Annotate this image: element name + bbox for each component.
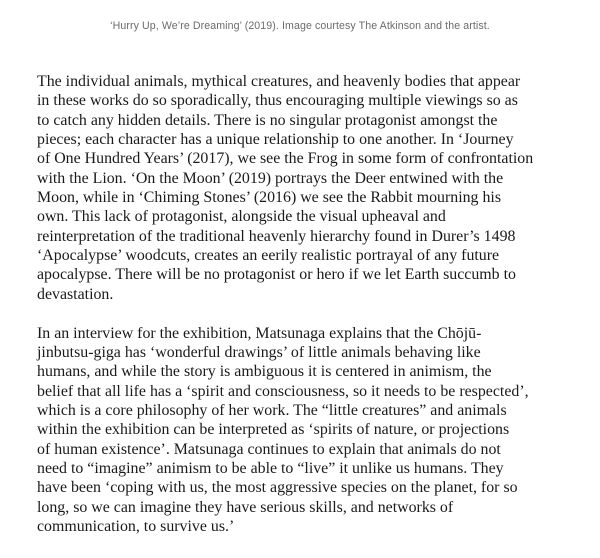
text-line: reinterpretation of the traditional heavenly hierarchy found in Durer’s 1498 bbox=[37, 227, 516, 245]
text-line: own. This lack of protagonist, alongside the visual upheaval and bbox=[37, 208, 446, 226]
text-line: pieces; each character has a unique relationship to one another. In ‘Journey bbox=[37, 131, 514, 149]
text-line: devastation. bbox=[37, 285, 114, 303]
paragraph-1 bbox=[37, 72, 577, 304]
text-line: which is a core philosophy of her work. The “little creatures” and animals bbox=[37, 402, 507, 419]
text-line: communication, to survive us.’ bbox=[37, 518, 235, 536]
text-line: of human existence’. Matsunaga continues to explain that animals do not bbox=[37, 440, 501, 458]
image-caption: ‘Hurry Up, We’re Dreaming’ (2019). Image courtesy The Atkinson and the artist. bbox=[110, 20, 490, 32]
text-line: In an interview for the exhibition, Matsunaga explains that the Chōjū- bbox=[37, 324, 482, 342]
paragraph-2 bbox=[37, 324, 577, 537]
text-line: Moon, while in ‘Chiming Stones’ (2016) we see the Rabbit mourning his bbox=[37, 189, 502, 207]
text-line: ‘Apocalypse’ woodcuts, creates an eerily realistic portrayal of any future bbox=[37, 247, 500, 265]
text-line: to catch any hidden details. There is no singular protagonist amongst the bbox=[37, 111, 498, 129]
text-line: jinbutsu-giga has ‘wonderful drawings’ of little animals behaving like bbox=[37, 343, 481, 361]
article-body bbox=[37, 72, 577, 536]
text-line: long, so we can imagine they have serious skills, and networks of bbox=[37, 498, 454, 516]
text-line: belief that all life has a ‘spirit and consciousness, so it needs to be respected’, bbox=[37, 382, 529, 400]
text-line: within the exhibition can be interpreted as ‘spirits of nature, or projections bbox=[37, 421, 510, 439]
text-line: with the Lion. ‘On the Moon’ (2019) portrays the Deer entwined with the bbox=[37, 169, 504, 187]
text-line: of One Hundred Years’ (2017), we see the Frog in some form of confrontation bbox=[37, 150, 534, 168]
text-line: The individual animals, mythical creatures, and heavenly bodies that appear bbox=[37, 73, 521, 90]
text-line: have been ‘coping with us, the most aggressive species on the planet, for so bbox=[37, 479, 518, 497]
text-line: apocalypse. There will be no protagonist or hero if we let Earth succumb to bbox=[37, 266, 516, 284]
text-line: in these works do so sporadically, thus encouraging multiple viewings so as bbox=[37, 92, 518, 110]
text-line: humans, and while the story is ambiguous it is centered in animism, the bbox=[37, 363, 492, 381]
text-line: need to “imagine” animism to be able to “live” it unlike us humans. They bbox=[37, 460, 504, 478]
